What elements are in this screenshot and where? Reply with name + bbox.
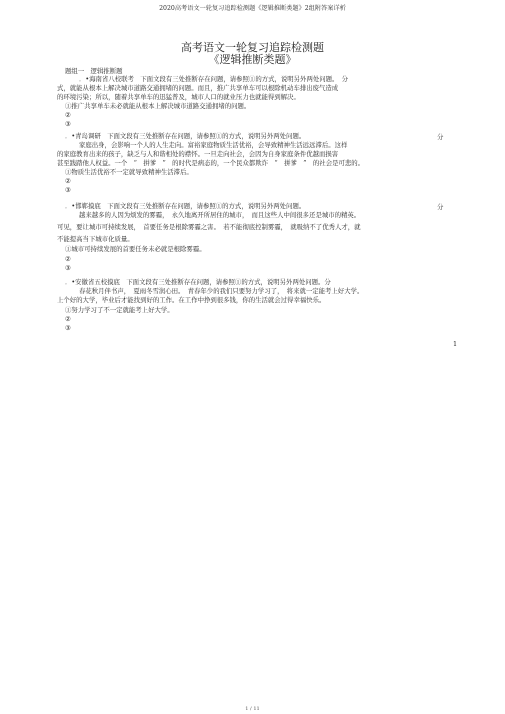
document-title: 高考语文一轮复习追踪检测题: [181, 41, 324, 54]
q3-answer-3: ③: [65, 264, 71, 272]
q4-stem: ．•安徽省五校摸底 下面文段有三处推断存在问题，请参照①的方式，说明另外两处问题。分: [65, 278, 331, 286]
q3-score: 分: [437, 203, 444, 211]
q4-answer-2: ②: [65, 315, 71, 323]
q4-text: 上个好的大学，毕业后才能找到好的工作。在工作中挣到很多钱，你的生活就会过得幸福快乐。: [57, 296, 326, 304]
q2-text: 的家庭教育出来的孩子，缺乏与人和谐相处的襟怀。一旦走向社会，会因为自身家庭条件优越而损害: [57, 150, 339, 158]
q3-stem: ．•邯郸摸底 下面文段有三处推断存在问题，请参照①的方式，说明另外两处问题。: [65, 202, 306, 210]
q1-answer-2: ②: [65, 111, 71, 119]
q1-text: 的环境污染；所以，随着共享单车的迅猛普及，城市人口的就业压力也就能得到解决。: [57, 93, 300, 101]
q1-answer-1: ①推广共享单车未必就能从根本上解决城市道路交通拥堵的问题。: [65, 102, 251, 110]
q1-stem: ．•海南省八校联考 下面文段有三处推断存在问题，请参照①的方式，说明另外两处问题。 分: [79, 75, 348, 83]
group-title: 题组一 逻辑推断题: [65, 67, 123, 75]
q2-answer-3: ③: [65, 186, 71, 194]
document-subtitle: 《逻辑推断类题》: [208, 53, 297, 66]
q4-answer-3: ③: [65, 324, 71, 332]
q3-text: 可见，要让城市可持续发展， 首要任务是根除雾霾之害。 若不能彻底控制雾霾， 就吸纳不了优秀人才，就: [57, 223, 361, 231]
q2-answer-2: ②: [65, 177, 71, 185]
q3-text: 不能提高当下城市化质量。: [57, 235, 134, 243]
page-footer: 1 / 11: [245, 706, 260, 712]
q2-answer-1: ①物质生活优裕不一定就导致精神生活滞后。: [65, 168, 193, 176]
page-header: 2020高考语文一轮复习追踪检测题《逻辑推断类题》2组附答案详析: [159, 5, 346, 12]
q2-score: 分: [437, 133, 444, 141]
q2-text: 甚至践踏他人权益。一个 “ 拼爹 ” 的时代是病态的，一个民众都欺诈 “ 拼爹 ” 的社会是可悲的。: [57, 159, 365, 167]
q2-stem: ．•青岛调研 下面文段有三处推断存在问题，请参照①的方式，说明另外两处问题。: [65, 132, 306, 140]
q3-answer-1: ①城市可持续发展的首要任务未必就是根除雾霾。: [65, 245, 206, 253]
page-number: 1: [453, 340, 458, 348]
q2-text: 家庭出身，会影响一个人的人生走向。富裕家庭物质生活优裕，会导致精神生活远远滞后。这样: [79, 141, 348, 149]
q1-answer-3: ③: [65, 120, 71, 128]
q4-text: 春花秋月伴书声， 夏雨冬雪润心田。 青春年少的我们只要努力学习了， 将来就一定能考上好大学。: [79, 287, 364, 295]
q1-text: 式，就能从根本上解决城市道路交通拥堵的问题。而且，推广共享单车可以根除机动车排出废气造成: [57, 84, 339, 92]
q3-answer-2: ②: [65, 255, 71, 263]
q3-text: 越来越多的人因为烦发的雾霾， 永久地离开所居住的城市， 而且这些人中间很多还是城市的精英。: [79, 211, 361, 219]
q4-answer-1: ①努力学习了不一定就能考上好大学。: [65, 306, 174, 314]
